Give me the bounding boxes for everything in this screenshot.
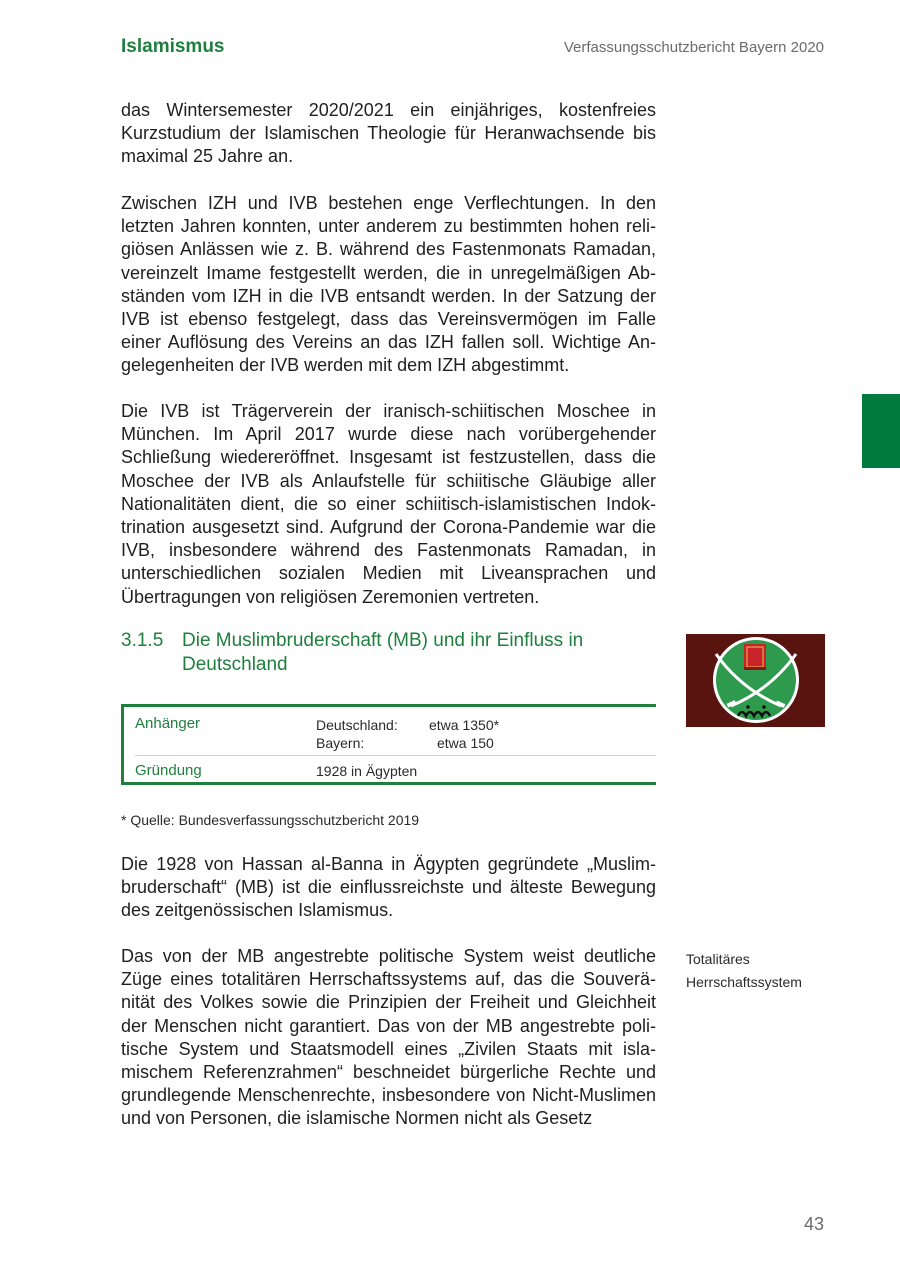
- page-number: 43: [803, 1214, 824, 1234]
- fact-label-founded: Gründung: [135, 762, 202, 779]
- margin-note: [686, 948, 846, 994]
- fact-bavaria-value: etwa 150: [437, 735, 494, 751]
- fact-row-followers: [135, 715, 656, 756]
- fact-germany-value: etwa 1350*: [429, 717, 500, 733]
- fact-founded-value: 1928 in Ägypten: [316, 763, 418, 779]
- fact-box: [121, 704, 656, 785]
- paragraph-1: das Wintersemester 2020/2021 ein einjähriges, kostenfreies Kurzstudium der Islamischen Theologie für Heranwachsende bis maximal 25 Jahre an.: [121, 100, 656, 167]
- margin-note-line-1: Totalitäres: [686, 951, 750, 967]
- paragraph-4: Die 1928 von Hassan al-Banna in Ägypten gegründete „Muslimbruderschaft“ (MB) ist die einflussreichste und älteste Bewegung des zeitgenössischen Islamismus.: [121, 854, 656, 921]
- paragraph-2: Zwischen IZH und IVB bestehen enge Verflechtungen. In den letzten Jahren konnten, unter anderem zu bestimmten hohen religiösen Anlässen wie z. B. während des Fastenmonats Ramadan, vereinzelt Imame festgestellt werden, die in unregelmäßigen Abständen vom IZH in die IVB entsandt werden. In der Satzung der IVB ist ebenso festgelegt, dass das Vereinsvermögen im Falle einer Auflösung des Vereins an das IZH fallen soll. Wichtige Angelegenheiten der IVB werden mit dem IZH abgestimmt.: [121, 193, 656, 376]
- section-number: 3.1.5: [121, 630, 164, 651]
- fact-bavaria-label: Bayern:: [316, 735, 365, 751]
- margin-note-line-2: Herrschaftssystem: [686, 974, 802, 990]
- paragraph-5: Das von der MB angestrebte politische System weist deutliche Züge eines totalitären Herrschaftssystems auf, das die Souveränität des Volkes sowie die Prinzipien der Freiheit und Gleichheit der Menschen nicht garantiert. Das von der MB angestrebte politische System und Staatsmodell eines „Zivilen Staats mit islamischem Referenzrahmen“ beschneidet bürgerliche Rechte und grundlegende Menschenrechte, insbesondere von Nicht-Muslimen und von Personen, die islamische Normen nicht als Gesetz: [121, 946, 656, 1129]
- muslim-brotherhood-emblem-image: [686, 634, 825, 727]
- fact-label-followers: Anhänger: [135, 715, 201, 732]
- chapter-tab-marker: [862, 394, 900, 468]
- running-header-publication: Verfassungsschutzbericht Bayern 2020: [563, 39, 824, 56]
- fact-germany-label: Deutschland:: [316, 717, 398, 733]
- running-header-section: Islamismus: [121, 36, 225, 57]
- footnote: * Quelle: Bundesverfassungsschutzbericht 2019: [121, 812, 420, 828]
- section-title: Die Muslimbruderschaft (MB) und ihr Einfluss in Deutschland: [182, 630, 584, 675]
- paragraph-3: Die IVB ist Trägerverein der iranisch-schiitischen Moschee in München. Im April 2017 wurde diese nach vorübergehender Schließung wiedereröffnet. Insgesamt ist festzustellen, dass die Moschee der IVB als Anlaufstelle für schiitische Gläubige aller Nationalitäten dient, die so einer schiitisch-islamistischen Indoktrination ausgesetzt sind. Aufgrund der Corona-Pandemie war die IVB, insbesondere während des Fastenmonats Ramadan, in unterschiedlichen sozialen Medien mit Liveansprachen und Übertragungen von religiösen Zeremonien vertreten.: [121, 401, 656, 607]
